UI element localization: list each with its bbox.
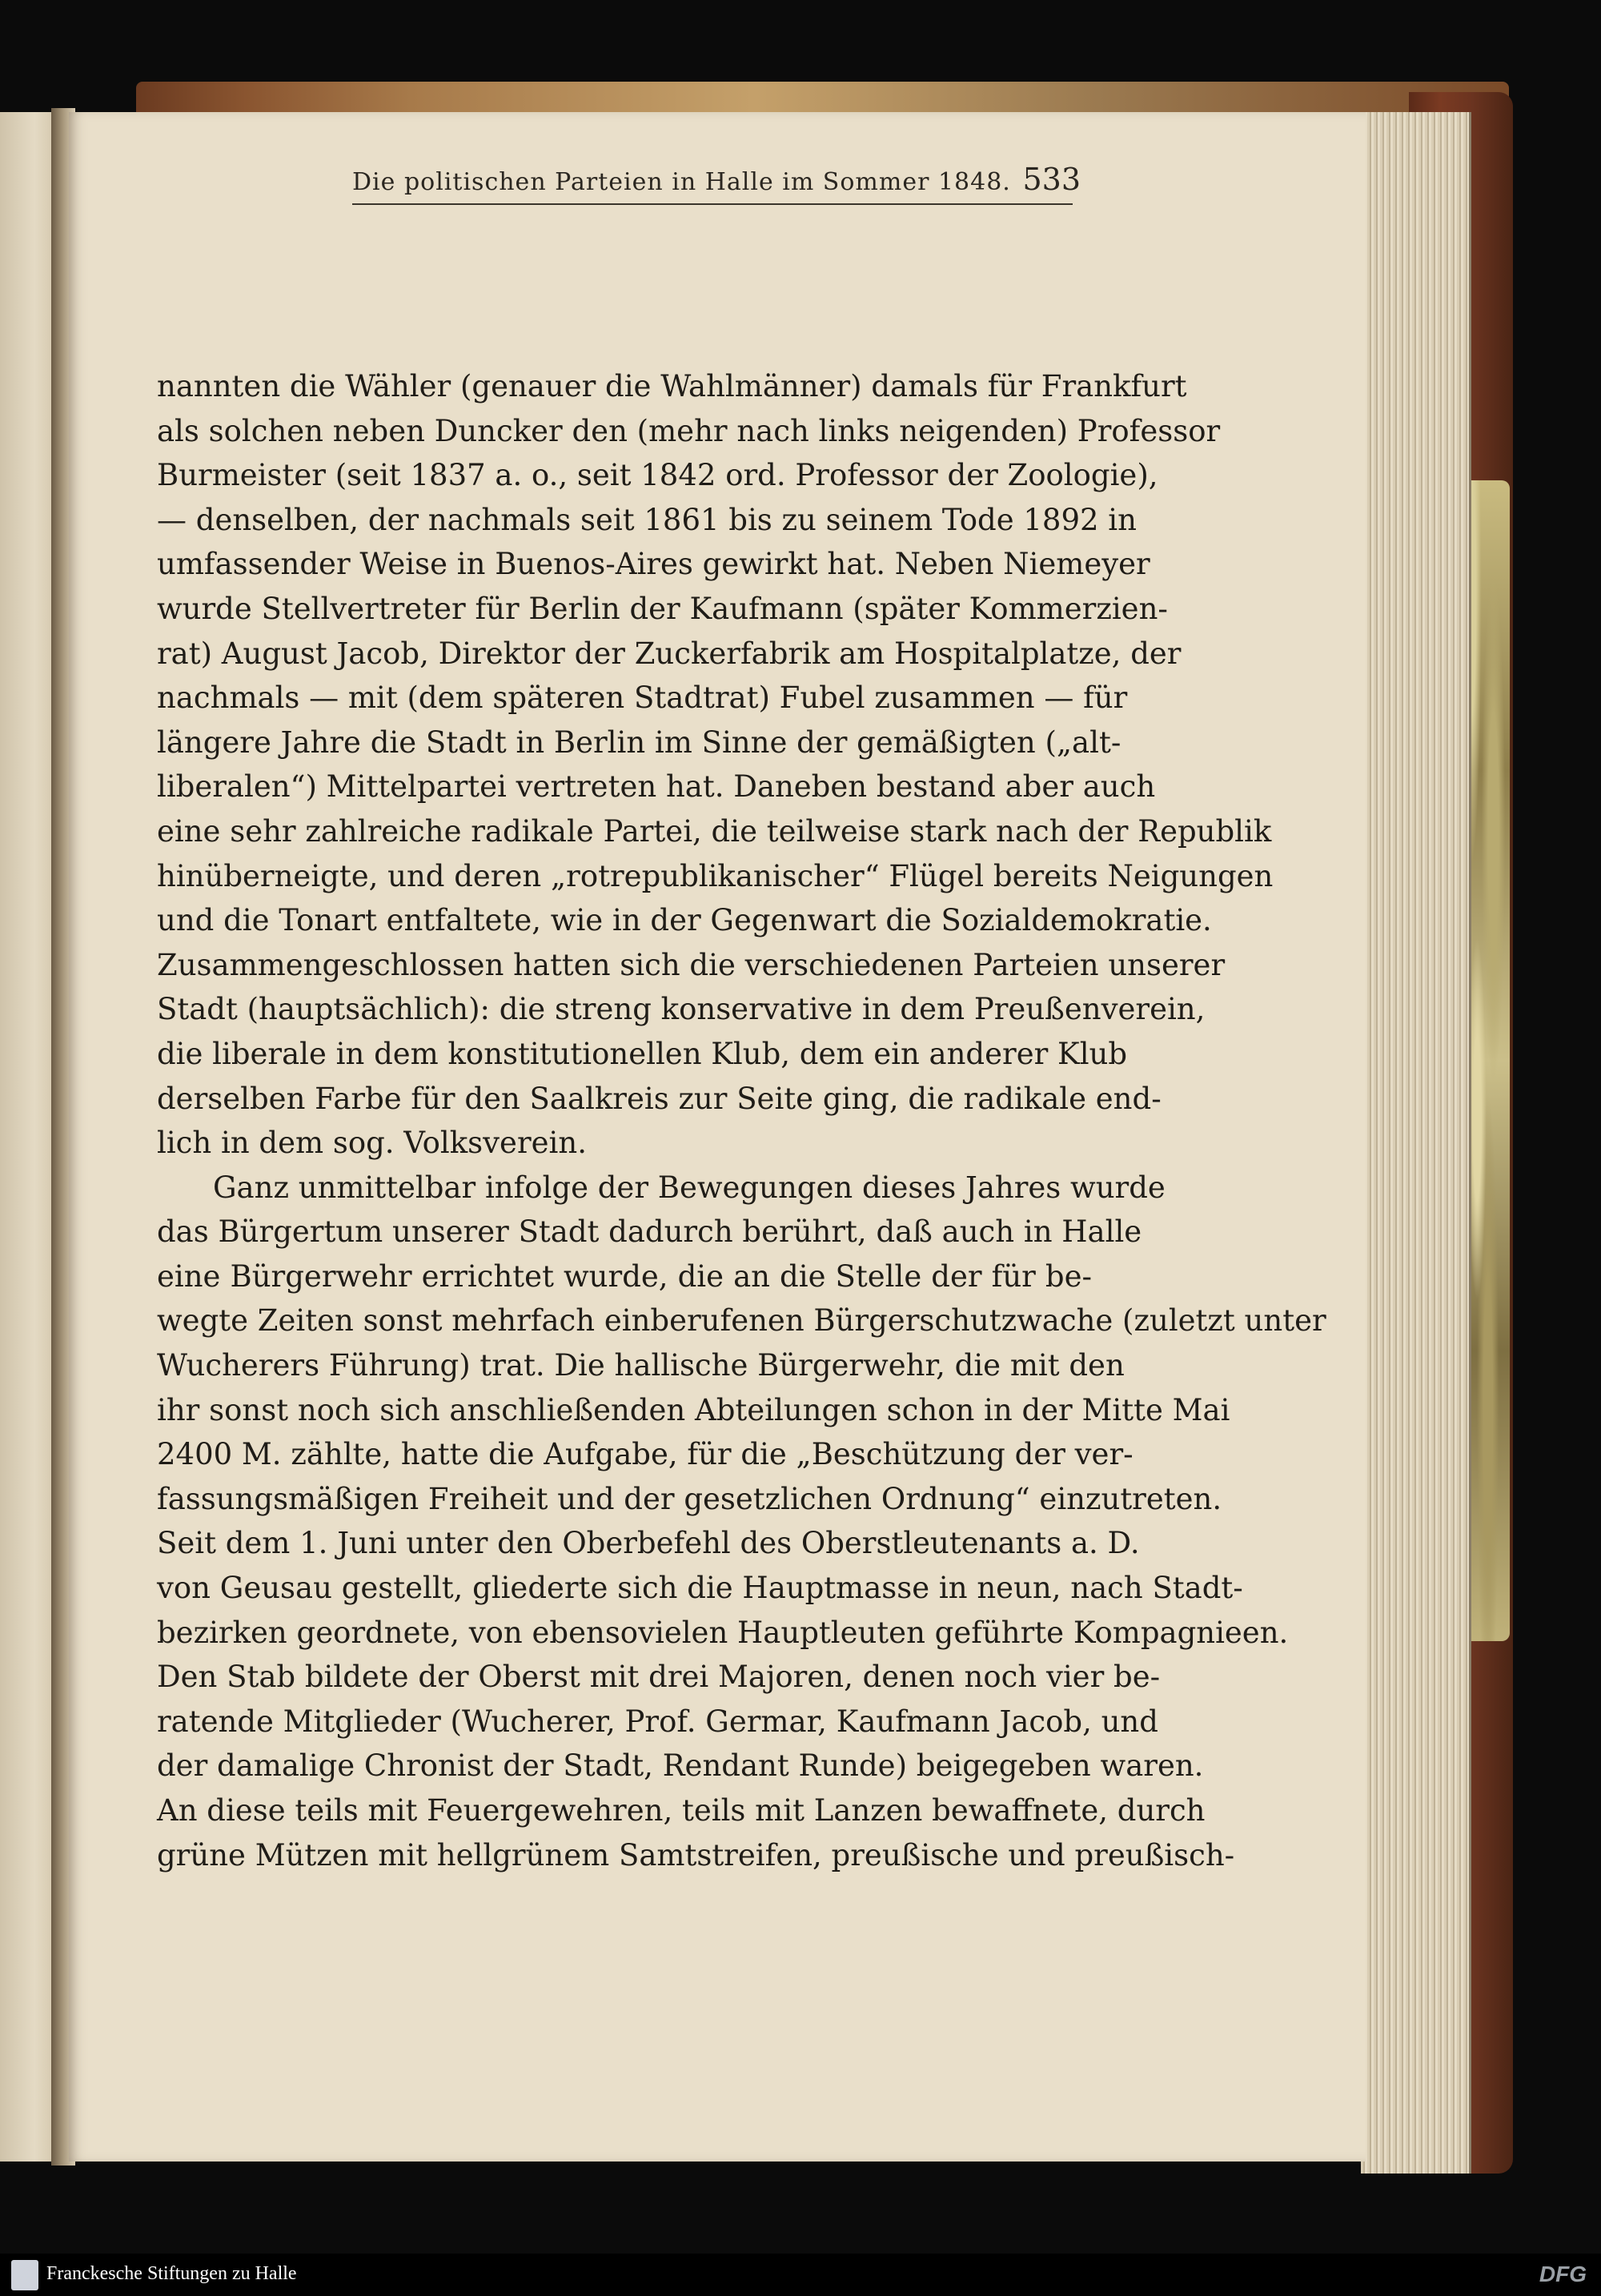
text-line: von Geusau gestellt, gliederte sich die Hauptmasse in neun, nach Stadt- (157, 1571, 1243, 1606)
text-line: ihr sonst noch sich anschließenden Abteilungen schon in der Mitte Mai (157, 1392, 1230, 1427)
text-line: eine sehr zahlreiche radikale Partei, die teilweise stark nach der Republik (157, 813, 1272, 849)
text-line: grüne Mützen mit hellgrünem Samtstreifen, preußische und preußisch- (157, 1837, 1235, 1873)
text-line: hinüberneigte, und deren „rotrepublikanischer“ Flügel bereits Neigungen (157, 858, 1274, 893)
text-line: An diese teils mit Feuergewehren, teils mit Lanzen bewaffnete, durch (157, 1793, 1206, 1828)
page-number: 533 (1022, 162, 1081, 197)
left-page-edge (0, 112, 58, 2162)
text-line: Wucherers Führung) trat. Die hallische Bürgerwehr, die mit den (157, 1348, 1125, 1383)
text-line: das Bürgertum unserer Stadt dadurch berührt, daß auch in Halle (157, 1214, 1142, 1250)
running-head (88, 162, 1081, 208)
text-line: derselben Farbe für den Saalkreis zur Seite ging, die radikale end- (157, 1081, 1162, 1116)
text-line: lich in dem sog. Volksverein. (157, 1126, 587, 1161)
text-line: wurde Stellvertreter für Berlin der Kaufmann (später Kommerzien- (157, 591, 1168, 626)
footer-institution: Franckesche Stiftungen zu Halle (46, 2263, 297, 2284)
text-line: — denselben, der nachmals seit 1861 bis zu seinem Tode 1892 in (157, 502, 1137, 537)
text-line: umfassender Weise in Buenos-Aires gewirkt hat. Neben Niemeyer (157, 547, 1150, 582)
text-line: Stadt (hauptsächlich): die streng konservative in dem Preußenverein, (157, 992, 1206, 1027)
text-line: als solchen neben Duncker den (mehr nach links neigenden) Professor (157, 413, 1221, 448)
text-line: bezirken geordnete, von ebensovielen Hauptleuten geführte Kompagnieen. (157, 1615, 1289, 1650)
text-line: fassungsmäßigen Freiheit und der gesetzlichen Ordnung“ einzutreten. (157, 1481, 1222, 1516)
text-line: rat) August Jacob, Direktor der Zuckerfabrik am Hospitalplatze, der (157, 636, 1182, 671)
body-text (157, 364, 1326, 1877)
text-line: und die Tonart entfaltete, wie in der Gegenwart die Sozialdemokratie. (157, 903, 1212, 938)
text-line: die liberale in dem konstitutionellen Klub, dem ein anderer Klub (157, 1036, 1128, 1071)
text-line: nachmals — mit (dem späteren Stadtrat) Fubel zusammen — für (157, 680, 1128, 716)
text-line: nannten die Wähler (genauer die Wahlmänner) damals für Frankfurt (157, 369, 1187, 403)
running-head-rule (352, 203, 1073, 205)
text-line: ratende Mitglieder (Wucherer, Prof. Germar, Kaufmann Jacob, und (157, 1704, 1158, 1739)
text-line: Burmeister (seit 1837 a. o., seit 1842 ord. Professor der Zoologie), (157, 458, 1158, 493)
text-line: Seit dem 1. Juni unter den Oberbefehl des Oberstleutenants a. D. (157, 1526, 1140, 1561)
page-stack-edge (1361, 112, 1471, 2174)
text-line: eine Bürgerwehr errichtet wurde, die an die Stelle der für be- (157, 1258, 1092, 1294)
text-line: längere Jahre die Stadt in Berlin im Sinne der gemäßigten („alt- (157, 725, 1122, 760)
institution-logo-icon (11, 2260, 38, 2290)
text-line: Ganz unmittelbar infolge der Bewegungen dieses Jahres wurde (213, 1170, 1166, 1205)
text-line: wegte Zeiten sonst mehrfach einberufenen Bürgerschutzwache (zuletzt unter (157, 1303, 1326, 1339)
dfg-logo: DFG (1539, 2262, 1587, 2286)
text-line: der damalige Chronist der Stadt, Rendant Runde) beigegeben waren. (157, 1748, 1204, 1784)
text-line: liberalen“) Mittelpartei vertreten hat. Daneben bestand aber auch (157, 769, 1156, 805)
text-line: Den Stab bildete der Oberst mit drei Majoren, denen noch vier be- (157, 1660, 1161, 1695)
running-head-title: Die politischen Parteien in Halle im Sommer 1848. (352, 168, 1011, 196)
text-line: 2400 M. zählte, hatte die Aufgabe, für die „Beschützung der ver- (157, 1437, 1134, 1472)
viewer-footer-bar (0, 2254, 1601, 2296)
text-line: Zusammengeschlossen hatten sich die verschiedenen Parteien unserer (157, 947, 1226, 982)
